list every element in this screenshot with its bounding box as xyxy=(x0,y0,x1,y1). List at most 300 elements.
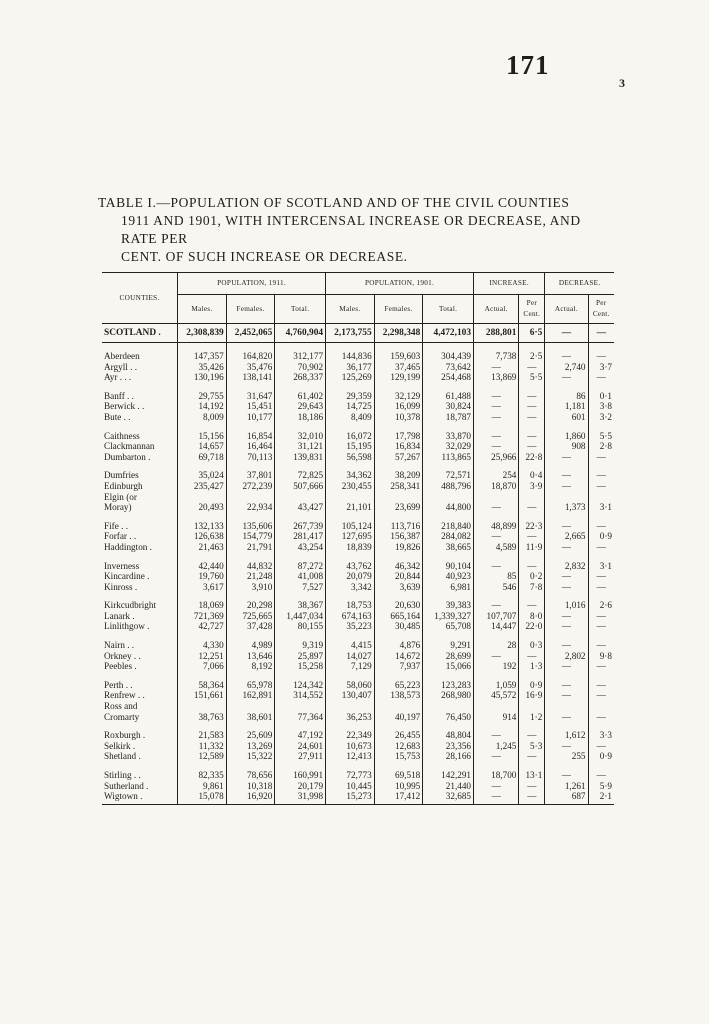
table-cell: 22,934 xyxy=(226,502,275,513)
table-cell xyxy=(588,701,614,712)
table-cell: 21,791 xyxy=(226,542,275,553)
table-cell: 10,318 xyxy=(226,781,275,792)
table-cell: 85 xyxy=(474,571,519,582)
table-cell: — xyxy=(545,481,588,492)
table-cell: — xyxy=(588,351,614,362)
spacer-cell xyxy=(545,632,588,640)
table-cell: 13,646 xyxy=(226,651,275,662)
table-cell: 21,248 xyxy=(226,571,275,582)
table-cell: 82,335 xyxy=(178,770,227,781)
spacer-cell xyxy=(374,762,423,770)
spacer-cell xyxy=(423,423,474,431)
table-cell: 32,029 xyxy=(423,441,474,452)
table-cell: 18,753 xyxy=(326,600,375,611)
table-cell: 38,209 xyxy=(374,470,423,481)
table-cell: 0·3 xyxy=(519,640,545,651)
spacer-cell xyxy=(545,762,588,770)
county-name: Perth . . xyxy=(104,679,133,690)
table-cell: 29,755 xyxy=(178,391,227,402)
spacer-cell xyxy=(275,722,326,730)
spacer-cell xyxy=(474,383,519,391)
table-cell: 312,177 xyxy=(275,351,326,362)
table-cell: — xyxy=(545,621,588,632)
table-cell: 65,708 xyxy=(423,621,474,632)
title-line-2: 1911 AND 1901, WITH INTERCENSAL INCREASE OR DECREASE, AND RATE PER xyxy=(121,213,581,246)
spacer-cell xyxy=(474,672,519,680)
table-cell: 10,378 xyxy=(374,412,423,423)
group-spacer xyxy=(102,762,614,770)
spacer-cell xyxy=(474,553,519,561)
table-row xyxy=(102,680,614,691)
table-cell: — xyxy=(545,712,588,723)
county-name: Clackmannan xyxy=(104,441,155,452)
table-body xyxy=(102,324,614,805)
table-cell: 1,860 xyxy=(545,431,588,442)
spacer-cell xyxy=(226,462,275,470)
header-increase: INCREASE. xyxy=(474,273,545,295)
spacer-cell xyxy=(326,672,375,680)
table-cell: 37,465 xyxy=(374,362,423,373)
spacer-cell xyxy=(545,553,588,561)
table-cell: — xyxy=(474,502,519,513)
table-cell: 15,753 xyxy=(374,751,423,762)
table-cell: — xyxy=(519,441,545,452)
table-cell: 3,617 xyxy=(178,582,227,593)
table-row xyxy=(102,561,614,572)
group-spacer xyxy=(102,462,614,470)
table-cell: 14,672 xyxy=(374,651,423,662)
spacer-cell xyxy=(519,383,545,391)
table-cell: 6·5 xyxy=(519,324,545,343)
table-cell: 4,989 xyxy=(226,640,275,651)
spacer-cell xyxy=(374,592,423,600)
spacer-cell xyxy=(275,462,326,470)
spacer-cell xyxy=(326,632,375,640)
table-cell: — xyxy=(474,600,519,611)
table-cell: 162,891 xyxy=(226,690,275,701)
table-cell: 0·9 xyxy=(588,751,614,762)
table-cell: 3,639 xyxy=(374,582,423,593)
group-spacer xyxy=(102,383,614,391)
header-decrease: DECREASE. xyxy=(545,273,614,295)
table-cell: 70,113 xyxy=(226,452,275,463)
table-cell: 130,196 xyxy=(178,372,227,383)
spacer-cell xyxy=(374,513,423,521)
table-cell: 21,440 xyxy=(423,781,474,792)
table-cell: 38,763 xyxy=(178,712,227,723)
table-cell: 37,428 xyxy=(226,621,275,632)
table-cell xyxy=(178,492,227,503)
table-cell: 0·9 xyxy=(519,680,545,691)
spacer-cell xyxy=(178,762,227,770)
header-females-1901: Females. xyxy=(374,295,423,324)
spacer-cell xyxy=(102,383,178,391)
table-cell: 12,589 xyxy=(178,751,227,762)
table-cell: 254,468 xyxy=(423,372,474,383)
table-cell: 5·5 xyxy=(588,431,614,442)
table-cell: 192 xyxy=(474,661,519,672)
table-cell: 36,177 xyxy=(326,362,375,373)
spacer-cell xyxy=(326,383,375,391)
table-cell xyxy=(423,492,474,503)
header-males-1901: Males. xyxy=(326,295,375,324)
table-cell: 61,488 xyxy=(423,391,474,402)
table-cell: 7,738 xyxy=(474,351,519,362)
spacer-cell xyxy=(588,383,614,391)
table-cell: — xyxy=(545,741,588,752)
spacer-cell xyxy=(275,762,326,770)
county-name: Kirkcudbright xyxy=(104,600,157,611)
spacer-cell xyxy=(226,423,275,431)
table-cell: 36,253 xyxy=(326,712,375,723)
table-cell: 20,630 xyxy=(374,600,423,611)
table-cell: 15,195 xyxy=(326,441,375,452)
table-cell: — xyxy=(519,600,545,611)
table-cell xyxy=(275,492,326,503)
table-cell: 29,359 xyxy=(326,391,375,402)
table-cell: 2·8 xyxy=(588,441,614,452)
table-cell: — xyxy=(588,680,614,691)
table-cell: 41,008 xyxy=(275,571,326,582)
table-cell: 44,800 xyxy=(423,502,474,513)
table-cell: 2·5 xyxy=(519,351,545,362)
spacer-cell xyxy=(178,672,227,680)
table-cell: 130,407 xyxy=(326,690,375,701)
table-cell: — xyxy=(474,441,519,452)
table-cell: 142,291 xyxy=(423,770,474,781)
spacer-cell xyxy=(226,553,275,561)
table-cell: 7·8 xyxy=(519,582,545,593)
spacer-cell xyxy=(588,592,614,600)
table-cell: 8,009 xyxy=(178,412,227,423)
table-cell: — xyxy=(474,730,519,741)
table-cell: — xyxy=(545,521,588,532)
table-cell xyxy=(374,701,423,712)
table-cell: 139,831 xyxy=(275,452,326,463)
county-name: Fife . . xyxy=(104,520,128,531)
table-cell: 87,272 xyxy=(275,561,326,572)
spacer-cell xyxy=(178,632,227,640)
table-cell: 268,980 xyxy=(423,690,474,701)
spacer-cell xyxy=(545,672,588,680)
table-cell: 687 xyxy=(545,791,588,804)
table-cell: — xyxy=(519,362,545,373)
table-cell: 9,319 xyxy=(275,640,326,651)
table-cell: 10,673 xyxy=(326,741,375,752)
spacer-cell xyxy=(374,672,423,680)
spacer-cell xyxy=(519,553,545,561)
spacer-cell xyxy=(588,423,614,431)
county-name: Banff . . xyxy=(104,390,134,401)
spacer-cell xyxy=(178,553,227,561)
table-cell: 24,601 xyxy=(275,741,326,752)
table-cell: 18,700 xyxy=(474,770,519,781)
table-cell: 3·3 xyxy=(588,730,614,741)
table-row xyxy=(102,362,614,373)
spacer-cell xyxy=(326,462,375,470)
table-cell xyxy=(374,492,423,503)
table-cell: 15,258 xyxy=(275,661,326,672)
table-cell: 258,341 xyxy=(374,481,423,492)
spacer-cell xyxy=(226,592,275,600)
table-cell: — xyxy=(474,531,519,542)
table-cell: 113,716 xyxy=(374,521,423,532)
spacer-cell xyxy=(423,722,474,730)
table-cell: — xyxy=(545,770,588,781)
table-cell: — xyxy=(588,640,614,651)
table-row xyxy=(102,690,614,701)
table-cell: — xyxy=(474,391,519,402)
table-cell: 4,760,904 xyxy=(275,324,326,343)
table-cell: 57,267 xyxy=(374,452,423,463)
table-cell: 28 xyxy=(474,640,519,651)
table-cell: 10,445 xyxy=(326,781,375,792)
table-cell: 154,779 xyxy=(226,531,275,542)
table-cell: — xyxy=(519,751,545,762)
table-cell: 6,981 xyxy=(423,582,474,593)
table-cell: 61,402 xyxy=(275,391,326,402)
table-cell: 23,699 xyxy=(374,502,423,513)
spacer-cell xyxy=(519,343,545,352)
table-cell: — xyxy=(588,521,614,532)
spacer-cell xyxy=(423,592,474,600)
table-cell: 304,439 xyxy=(423,351,474,362)
table-cell: 35,426 xyxy=(178,362,227,373)
table-cell: 14,027 xyxy=(326,651,375,662)
table-cell: 18,069 xyxy=(178,600,227,611)
spacer-cell xyxy=(374,462,423,470)
table-cell: — xyxy=(545,661,588,672)
spacer-cell xyxy=(588,762,614,770)
table-cell: 15,322 xyxy=(226,751,275,762)
table-cell: 13,269 xyxy=(226,741,275,752)
table-cell: 35,024 xyxy=(178,470,227,481)
table-cell: 255 xyxy=(545,751,588,762)
table-cell: 22·0 xyxy=(519,621,545,632)
table-row xyxy=(102,481,614,492)
table-cell: 1,373 xyxy=(545,502,588,513)
spacer-cell xyxy=(474,632,519,640)
table-cell: 126,638 xyxy=(178,531,227,542)
table-row xyxy=(102,582,614,593)
table-cell: 20,298 xyxy=(226,600,275,611)
title-line-3: CENT. OF SUCH INCREASE OR DECREASE. xyxy=(121,249,408,264)
table-row xyxy=(102,640,614,651)
table-cell: 18,186 xyxy=(275,412,326,423)
table-cell: 144,836 xyxy=(326,351,375,362)
table-cell: 22·8 xyxy=(519,452,545,463)
table-cell: 151,661 xyxy=(178,690,227,701)
table-cell: 43,762 xyxy=(326,561,375,572)
table-cell: 665,164 xyxy=(374,611,423,622)
table-cell: 16,920 xyxy=(226,791,275,804)
table-cell: 5·9 xyxy=(588,781,614,792)
table-cell: 10,177 xyxy=(226,412,275,423)
table-cell: 1,612 xyxy=(545,730,588,741)
spacer-cell xyxy=(474,343,519,352)
table-cell: — xyxy=(519,431,545,442)
table-cell: 113,865 xyxy=(423,452,474,463)
table-cell xyxy=(545,492,588,503)
header-counties: COUNTIES. xyxy=(102,273,178,324)
header-increase-percent: Per Cent. xyxy=(519,295,545,324)
table-cell: — xyxy=(588,611,614,622)
county-name: Kincardine . xyxy=(104,571,150,582)
spacer-cell xyxy=(474,592,519,600)
table-cell: 34,362 xyxy=(326,470,375,481)
table-cell: 3·1 xyxy=(588,502,614,513)
spacer-cell xyxy=(326,553,375,561)
table-cell: 9·8 xyxy=(588,651,614,662)
table-cell: 0·2 xyxy=(519,571,545,582)
table-cell: 3,342 xyxy=(326,582,375,593)
spacer-cell xyxy=(588,513,614,521)
table-row xyxy=(102,351,614,362)
table-cell: 20,079 xyxy=(326,571,375,582)
table-cell: 25,897 xyxy=(275,651,326,662)
table-cell: 8,409 xyxy=(326,412,375,423)
header-increase-actual: Actual. xyxy=(474,295,519,324)
table-cell: 2,308,839 xyxy=(178,324,227,343)
table-cell: — xyxy=(545,372,588,383)
corner-mark: 3 xyxy=(619,76,625,90)
spacer-cell xyxy=(102,343,178,352)
table-cell: 4,330 xyxy=(178,640,227,651)
table-cell: 12,251 xyxy=(178,651,227,662)
table-cell: 16,854 xyxy=(226,431,275,442)
table-cell: — xyxy=(545,470,588,481)
table-cell: 267,739 xyxy=(275,521,326,532)
table-cell: 33,870 xyxy=(423,431,474,442)
table-cell: — xyxy=(519,730,545,741)
table-cell: 72,773 xyxy=(326,770,375,781)
table-cell: 908 xyxy=(545,441,588,452)
table-cell: — xyxy=(545,680,588,691)
table-cell: 164,820 xyxy=(226,351,275,362)
county-name: Forfar . . xyxy=(104,531,137,542)
table-row xyxy=(102,621,614,632)
spacer-cell xyxy=(423,553,474,561)
table-cell: 42,727 xyxy=(178,621,227,632)
table-cell: 25,966 xyxy=(474,452,519,463)
table-cell: 13,869 xyxy=(474,372,519,383)
spacer-cell xyxy=(519,722,545,730)
table-row xyxy=(102,701,614,712)
table-cell: 218,840 xyxy=(423,521,474,532)
spacer-cell xyxy=(423,672,474,680)
spacer-cell xyxy=(545,383,588,391)
spacer-cell xyxy=(423,632,474,640)
table-cell: — xyxy=(545,611,588,622)
table-cell: 3·9 xyxy=(519,481,545,492)
table-cell: — xyxy=(474,412,519,423)
spacer-cell xyxy=(588,632,614,640)
spacer-cell xyxy=(226,672,275,680)
table-cell: 124,342 xyxy=(275,680,326,691)
table-row xyxy=(102,431,614,442)
county-name: Elgin (or xyxy=(104,491,137,502)
table-cell: 43,427 xyxy=(275,502,326,513)
table-cell: 3·1 xyxy=(588,561,614,572)
table-cell xyxy=(519,492,545,503)
table-cell: 42,440 xyxy=(178,561,227,572)
table-cell: 39,383 xyxy=(423,600,474,611)
spacer-cell xyxy=(326,722,375,730)
table-cell: 3·2 xyxy=(588,412,614,423)
county-name: Sutherland . xyxy=(104,780,149,791)
table-row xyxy=(102,531,614,542)
table-cell: — xyxy=(519,531,545,542)
county-name: Caithness xyxy=(104,430,140,441)
county-name: Wigtown . xyxy=(102,791,178,804)
spacer-cell xyxy=(275,553,326,561)
group-spacer xyxy=(102,553,614,561)
table-cell: 22·3 xyxy=(519,521,545,532)
spacer-cell xyxy=(374,383,423,391)
county-name: Roxburgh . xyxy=(104,730,146,741)
table-cell: 70,902 xyxy=(275,362,326,373)
spacer-cell xyxy=(326,592,375,600)
county-name: Nairn . . xyxy=(104,640,135,651)
table-cell: 507,666 xyxy=(275,481,326,492)
spacer-cell xyxy=(519,592,545,600)
table-cell: 2·1 xyxy=(588,791,614,804)
table-cell: 14,725 xyxy=(326,401,375,412)
spacer-cell xyxy=(588,343,614,352)
table-cell: 19,760 xyxy=(178,571,227,582)
spacer-cell xyxy=(423,513,474,521)
table-cell xyxy=(474,701,519,712)
table-cell: 25,609 xyxy=(226,730,275,741)
spacer-cell xyxy=(226,383,275,391)
table-cell: 1,447,034 xyxy=(275,611,326,622)
table-cell: 914 xyxy=(474,712,519,723)
table-cell: 35,223 xyxy=(326,621,375,632)
table-cell: 127,695 xyxy=(326,531,375,542)
table-cell: 32,129 xyxy=(374,391,423,402)
spacer-cell xyxy=(588,672,614,680)
spacer-cell xyxy=(275,423,326,431)
spacer-cell xyxy=(545,462,588,470)
table-row xyxy=(102,412,614,423)
table-cell: 254 xyxy=(474,470,519,481)
spacer-cell xyxy=(275,632,326,640)
table-cell: 38,601 xyxy=(226,712,275,723)
spacer-cell xyxy=(474,462,519,470)
spacer-cell xyxy=(226,632,275,640)
table-row xyxy=(102,730,614,741)
spacer-cell xyxy=(275,513,326,521)
table-cell: 0·1 xyxy=(588,391,614,402)
table-cell: 488,796 xyxy=(423,481,474,492)
table-cell: — xyxy=(588,661,614,672)
table-cell: 69,718 xyxy=(178,452,227,463)
table-cell: 48,899 xyxy=(474,521,519,532)
table-cell: — xyxy=(474,751,519,762)
county-name: Bute . . xyxy=(104,411,131,422)
table-cell: 5·3 xyxy=(519,741,545,752)
table-cell: 15,156 xyxy=(178,431,227,442)
county-name: Moray) xyxy=(104,502,132,513)
table-cell xyxy=(588,492,614,503)
spacer-cell xyxy=(374,553,423,561)
table-cell: 147,357 xyxy=(178,351,227,362)
spacer-cell xyxy=(178,722,227,730)
table-cell: 2·6 xyxy=(588,600,614,611)
spacer-cell xyxy=(326,423,375,431)
spacer-cell xyxy=(226,722,275,730)
table-cell: 15,078 xyxy=(178,791,227,804)
